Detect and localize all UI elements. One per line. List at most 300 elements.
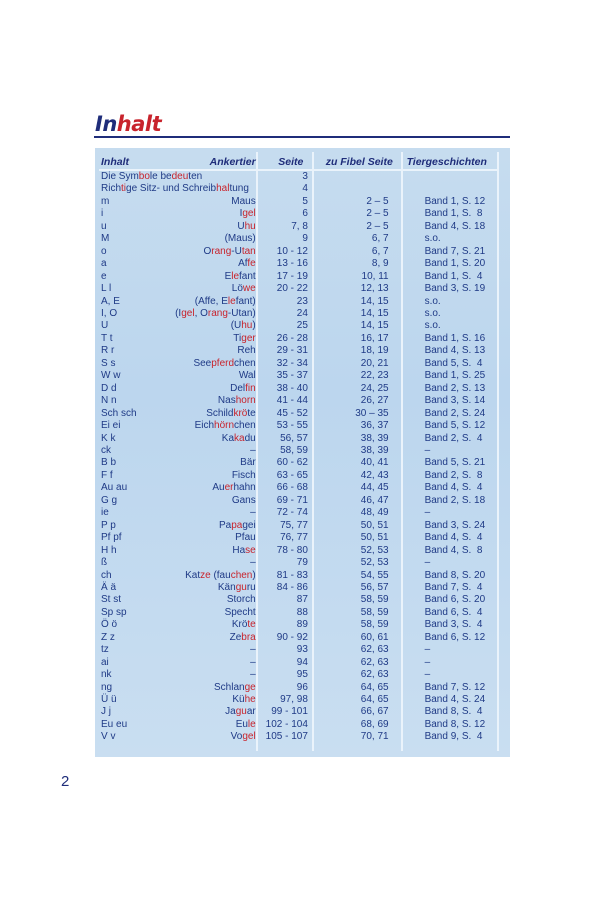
cell-inhalt: ck	[101, 444, 111, 456]
table-row	[95, 644, 510, 656]
cell-ankertier	[175, 370, 262, 382]
cell-inhalt: Ö ö	[101, 619, 118, 631]
text-segment: gei	[242, 519, 256, 531]
cell-seite: 87	[296, 594, 308, 606]
cell-ankertier	[175, 532, 262, 544]
text-segment: Pa	[219, 519, 232, 531]
cell-inhalt: G g	[101, 494, 118, 506]
cell-inhalt: Eu eu	[101, 718, 128, 730]
page-title	[95, 112, 161, 136]
text-segment: Kü	[232, 694, 245, 706]
cell-fibel-seite	[314, 171, 399, 183]
cell-inhalt	[95, 171, 262, 183]
table-row	[95, 320, 510, 332]
highlight-segment: le	[231, 270, 240, 282]
cell-tiergeschichten: Band 3, S. 19	[424, 283, 486, 295]
text-segment: Lö	[231, 283, 243, 295]
cell-seite: 17 - 19	[276, 270, 308, 282]
cell-ankertier	[175, 445, 262, 457]
table-row	[95, 669, 510, 681]
text-segment: Ka	[221, 432, 235, 444]
cell-tiergeschichten: Band 6, S. 4	[424, 606, 483, 618]
table-row	[95, 296, 510, 308]
highlight-segment: er	[224, 482, 234, 494]
highlight-segment: gu	[235, 581, 247, 593]
highlight-segment: bo	[138, 171, 150, 182]
cell-seite: 105 - 107	[265, 731, 308, 743]
cell-inhalt: o	[101, 245, 107, 257]
text-segment: Schlan	[214, 681, 245, 693]
cell-fibel-seite	[314, 183, 399, 195]
table-row	[95, 370, 510, 382]
cell-ankertier	[175, 420, 262, 432]
cell-inhalt: K k	[101, 432, 116, 444]
table-row	[95, 221, 510, 233]
cell-tiergeschichten: Band 2, S. 8	[424, 469, 483, 481]
highlight-segment: pa	[231, 519, 243, 531]
cell-tiergeschichten: –	[424, 557, 431, 569]
cell-fibel-seite: 58, 59	[360, 594, 389, 606]
cell-fibel-seite: 6, 7	[371, 245, 389, 257]
cell-inhalt: ß	[101, 557, 108, 569]
table-row	[95, 532, 510, 544]
text-segment: chen	[234, 357, 256, 369]
highlight-segment: hörn	[214, 420, 235, 432]
cell-inhalt: u	[101, 220, 107, 232]
cell-ankertier	[175, 408, 262, 420]
cell-seite: 58, 59	[280, 444, 308, 456]
cell-ankertier	[175, 233, 262, 245]
cell-fibel-seite: 60, 61	[360, 631, 389, 643]
cell-fibel-seite: 10, 11	[361, 270, 389, 282]
text-segment: U	[237, 220, 245, 232]
header-seite: Seite	[278, 155, 304, 168]
cell-inhalt: V v	[101, 731, 116, 743]
cell-seite: 93	[296, 644, 308, 656]
cell-seite: 32 - 34	[276, 357, 308, 369]
highlight-segment: gel	[242, 208, 256, 220]
text-segment: )	[252, 320, 256, 332]
cell-tiergeschichten: –	[424, 669, 431, 681]
cell-fibel-seite: 64, 65	[360, 681, 389, 693]
cell-tiergeschichten: Band 4, S. 4	[424, 532, 483, 544]
highlight-segment: se	[245, 544, 256, 556]
cell-inhalt: S s	[101, 357, 116, 369]
cell-fibel-seite: 2 – 5	[366, 220, 389, 232]
cell-tiergeschichten: s.o.	[424, 307, 441, 319]
cell-ankertier	[175, 208, 262, 220]
highlight-segment: ze	[200, 569, 211, 581]
contents-table-panel	[95, 148, 510, 757]
cell-fibel-seite: 24, 25	[360, 382, 389, 394]
cell-ankertier	[175, 395, 262, 407]
highlight-segment: ge	[244, 681, 256, 693]
cell-ankertier	[175, 694, 262, 706]
text-segment: Schild	[206, 407, 234, 419]
table-row	[95, 619, 510, 631]
cell-fibel-seite: 12, 13	[360, 283, 389, 295]
cell-fibel-seite: 46, 47	[360, 494, 389, 506]
text-segment: Reh	[237, 345, 256, 357]
table-row	[95, 582, 510, 594]
highlight-segment: ti	[121, 183, 127, 195]
cell-fibel-seite: 14, 15	[360, 295, 389, 307]
table-row	[95, 607, 510, 619]
cell-fibel-seite: 62, 63	[360, 656, 389, 668]
cell-inhalt: F f	[101, 469, 113, 481]
cell-tiergeschichten: Band 2, S. 18	[424, 494, 486, 506]
table-row	[95, 570, 510, 582]
cell-seite: 9	[302, 233, 308, 245]
cell-ankertier	[175, 520, 262, 532]
cell-fibel-seite: 22, 23	[360, 370, 389, 382]
cell-fibel-seite: 42, 43	[360, 469, 389, 481]
table-row	[95, 495, 510, 507]
header-ankertier: Ankertier	[209, 155, 256, 168]
cell-inhalt: ch	[101, 569, 112, 581]
cell-tiergeschichten: Band 2, S. 24	[424, 407, 486, 419]
cell-seite: 89	[296, 619, 308, 631]
cell-tiergeschichten: Band 3, S. 24	[424, 519, 486, 531]
cell-tiergeschichten: Band 2, S. 13	[424, 382, 486, 394]
cell-fibel-seite: 52, 53	[360, 557, 389, 569]
cell-tiergeschichten: Band 4, S. 13	[424, 345, 486, 357]
cell-seite: 94	[296, 656, 308, 668]
cell-inhalt: nk	[101, 669, 112, 681]
cell-ankertier	[175, 731, 262, 743]
table-row	[95, 433, 510, 445]
text-segment: See	[193, 357, 212, 369]
cell-tiergeschichten: Band 3, S. 4	[424, 619, 483, 631]
cell-fibel-seite: 36, 37	[360, 420, 389, 432]
highlight-segment: ger	[241, 332, 256, 344]
cell-tiergeschichten: Band 6, S. 12	[424, 631, 486, 643]
cell-seite: 63 - 65	[276, 469, 308, 481]
cell-seite: 25	[296, 320, 308, 332]
cell-seite: 96	[296, 681, 308, 693]
table-body	[95, 171, 510, 744]
table-row	[95, 345, 510, 357]
text-segment: Nas	[217, 395, 236, 407]
table-row	[95, 283, 510, 295]
cell-inhalt: N n	[101, 395, 117, 407]
cell-inhalt: R r	[101, 345, 115, 357]
text-segment: –	[250, 507, 256, 519]
cell-fibel-seite: 38, 39	[360, 432, 389, 444]
cell-ankertier	[175, 644, 262, 656]
cell-seite: 69 - 71	[276, 494, 308, 506]
table-row	[95, 657, 510, 669]
cell-inhalt: T t	[101, 332, 113, 344]
text-segment: Eu	[235, 718, 248, 730]
cell-inhalt: a	[101, 258, 107, 270]
cell-fibel-seite: 30 – 35	[355, 407, 389, 419]
cell-tiergeschichten: s.o.	[424, 295, 441, 307]
cell-tiergeschichten: Band 4, S. 8	[424, 544, 483, 556]
cell-inhalt: St st	[101, 594, 122, 606]
table-row	[95, 445, 510, 457]
cell-ankertier	[175, 358, 262, 370]
cell-inhalt: Ü ü	[101, 694, 117, 706]
cell-inhalt: ng	[101, 681, 113, 693]
cell-fibel-seite: 14, 15	[360, 320, 389, 332]
cell-seite: 56, 57	[280, 432, 308, 444]
cell-inhalt: P p	[101, 519, 116, 531]
cell-ankertier	[175, 457, 262, 469]
cell-fibel-seite: 2 – 5	[366, 208, 389, 220]
text-segment: -Utan)	[227, 307, 256, 319]
text-segment: Gans	[231, 494, 256, 506]
text-segment: Kän	[217, 581, 236, 593]
cell-seite: 84 - 86	[276, 581, 308, 593]
cell-tiergeschichten: Band 5, S. 12	[424, 420, 486, 432]
cell-ankertier	[175, 196, 262, 208]
cell-inhalt: Z z	[101, 631, 115, 643]
table-row	[95, 171, 510, 183]
text-segment: –	[250, 656, 256, 668]
cell-fibel-seite: 58, 59	[360, 619, 389, 631]
text-segment: Storch	[226, 594, 256, 606]
cell-ankertier	[175, 495, 262, 507]
cell-ankertier	[175, 246, 262, 258]
page-number: 2	[61, 773, 70, 790]
text-segment: Rich	[101, 183, 122, 195]
text-segment: Ja	[225, 706, 236, 718]
cell-inhalt: ie	[101, 507, 109, 519]
cell-seite: 79	[296, 557, 308, 569]
cell-seite: 20 - 22	[276, 283, 308, 295]
cell-seite: 81 - 83	[276, 569, 308, 581]
cell-ankertier	[175, 308, 262, 320]
cell-fibel-seite: 26, 27	[360, 395, 389, 407]
highlight-segment: gel	[181, 307, 195, 319]
cell-inhalt: J j	[101, 706, 111, 718]
cell-fibel-seite: 54, 55	[360, 569, 389, 581]
text-segment: Vo	[230, 731, 243, 743]
text-segment: )	[252, 569, 256, 581]
table-row	[95, 594, 510, 606]
cell-seite: 102 - 104	[265, 718, 308, 730]
table-row	[95, 470, 510, 482]
text-segment: ru	[246, 581, 256, 593]
cell-seite: 76, 77	[280, 532, 308, 544]
cell-tiergeschichten: –	[424, 644, 431, 656]
cell-ankertier	[175, 333, 262, 345]
text-segment: Del	[230, 382, 246, 394]
cell-seite: 35 - 37	[276, 370, 308, 382]
cell-ankertier	[175, 607, 262, 619]
cell-ankertier	[175, 545, 262, 557]
cell-inhalt: H h	[101, 544, 117, 556]
cell-seite: 95	[296, 669, 308, 681]
cell-ankertier	[175, 632, 262, 644]
table-row	[95, 632, 510, 644]
highlight-segment: ka	[234, 432, 245, 444]
cell-inhalt: Sch sch	[101, 407, 137, 419]
text-segment: (I	[175, 307, 182, 319]
text-segment: chen	[234, 420, 256, 432]
text-segment: O	[203, 245, 212, 257]
cell-tiergeschichten: Band 8, S. 20	[424, 569, 486, 581]
cell-fibel-seite: 8, 9	[371, 258, 389, 270]
text-segment: ge Sitz- und Schreib	[126, 183, 217, 195]
cell-tiergeschichten: Band 1, S. 8	[424, 208, 483, 220]
text-segment: fant	[239, 270, 256, 282]
highlight-segment: krö	[233, 407, 248, 419]
table-row	[95, 682, 510, 694]
table-row	[95, 271, 510, 283]
text-segment: Au	[212, 482, 225, 494]
cell-tiergeschichten: Band 1, S. 20	[424, 258, 486, 270]
cell-tiergeschichten: –	[424, 444, 431, 456]
cell-fibel-seite: 44, 45	[360, 482, 389, 494]
cell-tiergeschichten: –	[424, 507, 431, 519]
table-row	[95, 557, 510, 569]
cell-fibel-seite: 62, 63	[360, 644, 389, 656]
cell-fibel-seite: 66, 67	[360, 706, 389, 718]
text-segment: Af	[238, 258, 248, 270]
cell-inhalt: Au au	[101, 482, 128, 494]
cell-tiergeschichten: Band 1, S. 16	[424, 332, 486, 344]
cell-seite: 45 - 52	[276, 407, 308, 419]
table-row	[95, 233, 510, 245]
table-row	[95, 507, 510, 519]
cell-fibel-seite: 38, 39	[360, 444, 389, 456]
text-segment: hahn	[233, 482, 256, 494]
cell-seite: 3	[302, 171, 308, 182]
cell-tiergeschichten: Band 7, S. 4	[424, 581, 483, 593]
cell-tiergeschichten: Band 6, S. 20	[424, 594, 486, 606]
cell-fibel-seite: 70, 71	[360, 731, 389, 743]
cell-fibel-seite: 16, 17	[360, 332, 389, 344]
highlight-segment: gu	[235, 706, 247, 718]
highlight-segment: hal	[216, 183, 230, 195]
cell-seite: 41 - 44	[276, 395, 308, 407]
cell-ankertier	[175, 619, 262, 631]
cell-ankertier	[175, 320, 262, 332]
text-segment: –	[250, 644, 256, 656]
cell-fibel-seite: 56, 57	[360, 581, 389, 593]
highlight-segment: we	[242, 283, 256, 295]
text-segment: Maus	[231, 195, 256, 207]
cell-ankertier	[175, 719, 262, 731]
highlight-segment: bra	[241, 631, 256, 643]
text-segment: ten	[188, 171, 203, 182]
cell-tiergeschichten: Band 4, S. 18	[424, 220, 486, 232]
cell-ankertier	[175, 669, 262, 681]
text-segment: ar	[246, 706, 256, 718]
table-row	[95, 719, 510, 731]
cell-ankertier	[175, 383, 262, 395]
table-row	[95, 358, 510, 370]
highlight-segment: rang	[207, 307, 228, 319]
cell-inhalt: i	[101, 208, 104, 220]
text-segment: le be	[149, 171, 172, 182]
text-segment: I	[239, 208, 243, 220]
cell-inhalt: U	[101, 320, 109, 332]
cell-fibel-seite: 6, 7	[371, 233, 389, 245]
cell-seite: 26 - 28	[276, 332, 308, 344]
cell-inhalt: I, O	[101, 307, 118, 319]
cell-ankertier	[175, 296, 262, 308]
table-header-row	[95, 152, 510, 171]
cell-seite: 60 - 62	[276, 457, 308, 469]
cell-inhalt: W w	[101, 370, 121, 382]
text-segment: –	[250, 669, 256, 681]
highlight-segment: hu	[244, 220, 256, 232]
contents-table	[95, 152, 510, 744]
cell-ankertier	[175, 706, 262, 718]
highlight-segment: hu	[241, 320, 253, 332]
cell-fibel-seite: 40, 41	[360, 457, 389, 469]
highlight-segment: rang	[211, 245, 232, 257]
title-rule	[94, 136, 510, 138]
cell-ankertier	[175, 657, 262, 669]
table-row	[95, 183, 510, 195]
highlight-segment: le	[227, 295, 236, 307]
cell-inhalt: ai	[101, 656, 109, 668]
cell-fibel-seite: 18, 19	[360, 345, 389, 357]
cell-ankertier	[175, 258, 262, 270]
table-row	[95, 706, 510, 718]
title-part-blue: In	[95, 112, 117, 136]
title-part-red: halt	[116, 112, 162, 136]
table-row	[95, 258, 510, 270]
highlight-segment: horn	[235, 395, 256, 407]
table-row	[95, 196, 510, 208]
cell-tiergeschichten: Band 7, S. 12	[424, 681, 486, 693]
highlight-segment: te	[247, 619, 256, 631]
cell-seite: 72 - 74	[276, 507, 308, 519]
cell-tiergeschichten	[399, 183, 510, 195]
text-segment: Fisch	[231, 469, 256, 481]
cell-tiergeschichten: Band 1, S. 25	[424, 370, 486, 382]
cell-inhalt: m	[101, 195, 110, 207]
table-row	[95, 333, 510, 345]
cell-ankertier	[175, 582, 262, 594]
cell-tiergeschichten: Band 5, S. 4	[424, 357, 483, 369]
cell-ankertier	[175, 682, 262, 694]
highlight-segment: fin	[245, 382, 256, 394]
cell-fibel-seite: 68, 69	[360, 718, 389, 730]
highlight-segment: tan	[241, 245, 256, 257]
text-segment: –	[250, 444, 256, 456]
cell-inhalt: A, E	[101, 295, 120, 307]
text-segment: –	[250, 557, 256, 569]
cell-ankertier	[175, 345, 262, 357]
cell-tiergeschichten: Band 8, S. 12	[424, 718, 486, 730]
cell-seite: 6	[302, 208, 308, 220]
cell-inhalt: tz	[101, 644, 109, 656]
table-row	[95, 731, 510, 743]
cell-seite: 97, 98	[280, 694, 308, 706]
cell-inhalt	[95, 183, 262, 195]
text-segment: fant)	[235, 295, 256, 307]
cell-tiergeschichten: Band 8, S. 4	[424, 706, 483, 718]
cell-fibel-seite: 2 – 5	[366, 195, 389, 207]
cell-seite: 5	[302, 195, 308, 207]
cell-inhalt: Ei ei	[101, 420, 121, 432]
text-segment: Bär	[240, 457, 256, 469]
text-segment: Krö	[231, 619, 248, 631]
cell-ankertier	[175, 470, 262, 482]
cell-tiergeschichten: Band 5, S. 21	[424, 457, 486, 469]
cell-inhalt: Sp sp	[101, 606, 127, 618]
highlight-segment: le	[247, 718, 256, 730]
table-row	[95, 420, 510, 432]
text-segment: -U	[231, 245, 242, 257]
text-segment: du	[244, 432, 256, 444]
